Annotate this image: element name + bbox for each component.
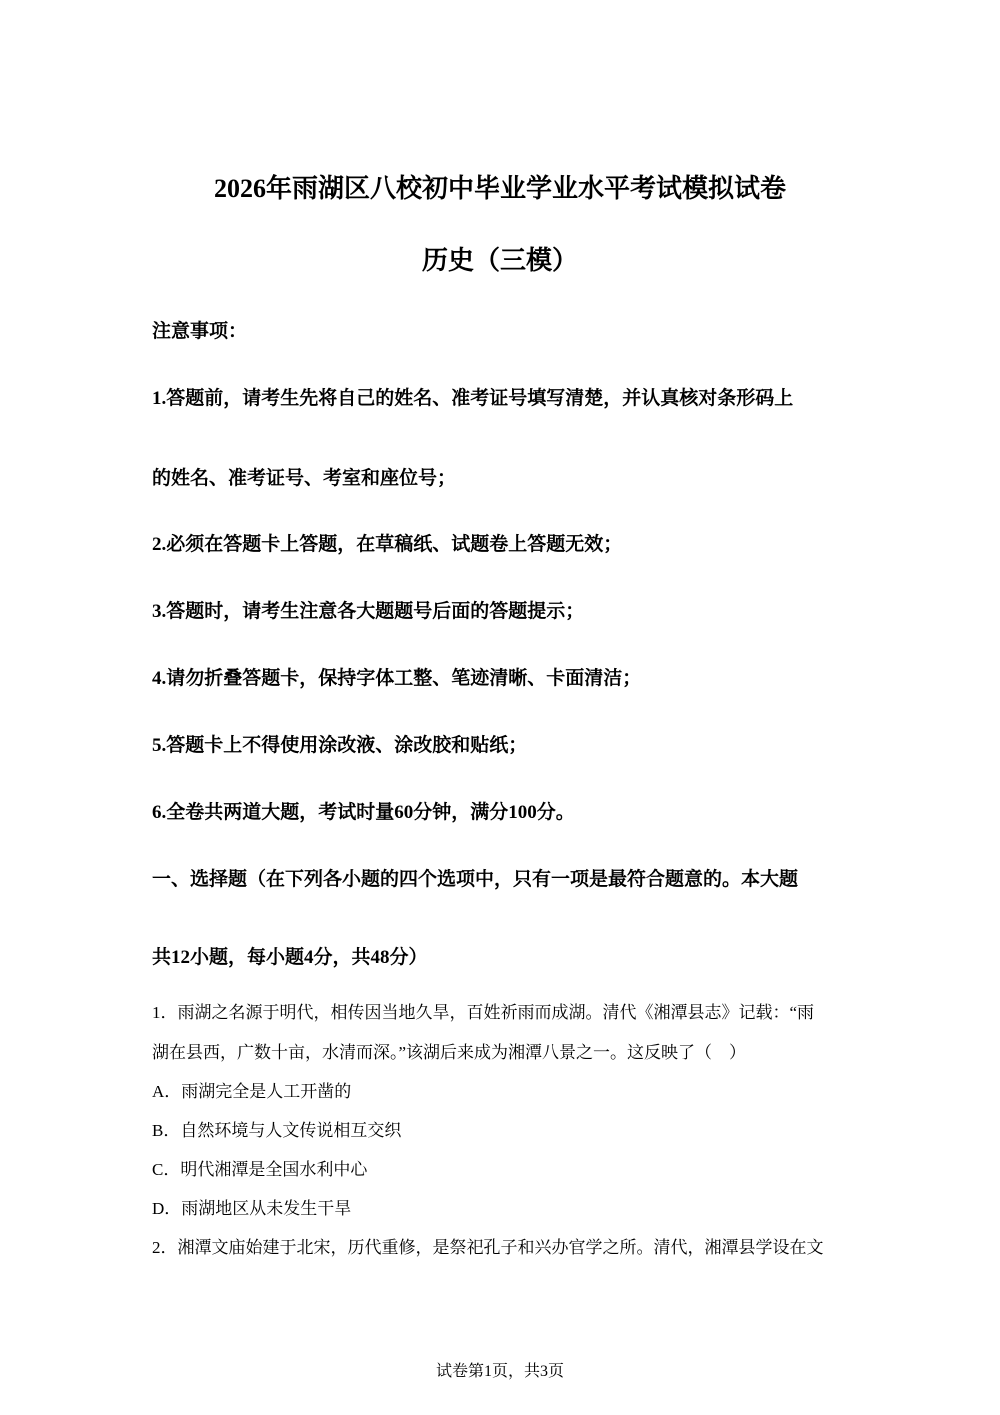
section-heading-line: 共12小题，每小题4分，共48分） bbox=[152, 947, 428, 968]
option-b: B．自然环境与人文传说相互交织 bbox=[152, 1121, 402, 1140]
notice-line: 5.答题卡上不得使用涂改液、涂改胶和贴纸； bbox=[152, 735, 528, 756]
option-c: C．明代湘潭是全国水利中心 bbox=[152, 1160, 368, 1179]
notice-line: 的姓名、准考证号、考室和座位号； bbox=[152, 468, 457, 489]
question-stem-line: 湖在县西，广数十亩，水清而深。”该湖后来成为湘潭八景之一。这反映了（ ） bbox=[152, 1043, 747, 1062]
question-stem-line: 2．湘潭文庙始建于北宋，历代重修，是祭祀孔子和兴办官学之所。清代，湘潭县学设在文 bbox=[152, 1238, 824, 1257]
question-stem-line: 1．雨湖之名源于明代，相传因当地久旱，百姓祈雨而成湖。清代《湘潭县志》记载：“雨 bbox=[152, 1003, 815, 1022]
page-footer: 试卷第1页，共3页 bbox=[435, 1363, 564, 1380]
notice-heading: 注意事项： bbox=[152, 321, 248, 342]
notice-line: 1.答题前，请考生先将自己的姓名、准考证号填写清楚，并认真核对条形码上 bbox=[152, 388, 794, 409]
notice-line: 4.请勿折叠答题卡，保持字体工整、笔迹清晰、卡面清洁； bbox=[152, 668, 642, 689]
section-heading-line: 一、选择题（在下列各小题的四个选项中，只有一项是最符合题意的。本大题 bbox=[152, 869, 799, 890]
notice-line: 2.必须在答题卡上答题，在草稿纸、试题卷上答题无效； bbox=[152, 534, 623, 555]
exam-title: 2026年雨湖区八校初中毕业学业水平考试模拟试卷 bbox=[213, 174, 786, 203]
exam-subtitle: 历史（三模） bbox=[421, 246, 578, 275]
notice-line: 3.答题时，请考生注意各大题题号后面的答题提示； bbox=[152, 601, 585, 622]
option-d: D．雨湖地区从未发生干旱 bbox=[152, 1199, 352, 1218]
notice-line: 6.全卷共两道大题，考试时量60分钟，满分100分。 bbox=[152, 802, 575, 823]
option-a: A．雨湖完全是人工开凿的 bbox=[152, 1082, 352, 1101]
